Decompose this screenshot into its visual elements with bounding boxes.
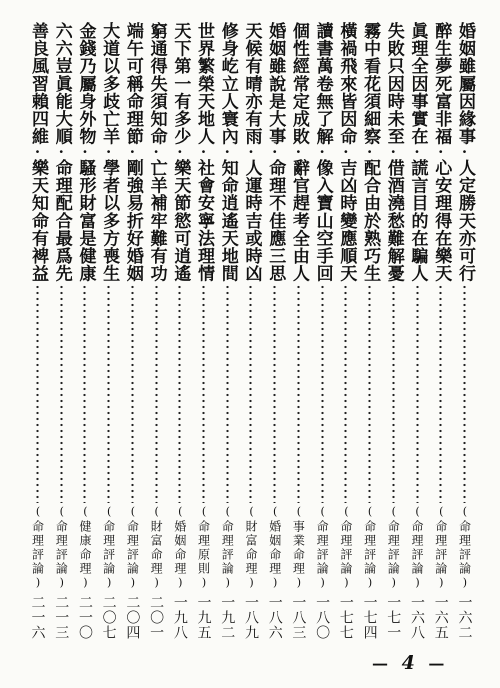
entry-page: 一八三 — [290, 595, 307, 640]
toc-entry — [52, 22, 71, 640]
footer-dash-right: — — [428, 654, 449, 673]
entry-continuation: 人運時吉或時凶 — [241, 159, 262, 283]
open-paren: ( — [244, 505, 258, 520]
entry-continuation: 知命逍遙天地間 — [217, 159, 238, 283]
entry-title: 婚姻雖說是大事 — [265, 22, 286, 146]
entry-page: 二一三 — [53, 595, 70, 640]
open-paren: ( — [363, 505, 377, 520]
entry-page: 一六五 — [432, 595, 449, 640]
entry-page: 一六八 — [409, 595, 425, 640]
open-paren: ( — [102, 505, 116, 520]
entry-title: 端午可稱命理節 — [122, 22, 143, 146]
entry-continuation: 命理配合最爲先 — [51, 159, 72, 283]
close-paren: ) — [78, 576, 92, 591]
close-paren: ) — [268, 576, 282, 591]
table-of-contents — [28, 22, 474, 640]
open-paren: ( — [434, 505, 448, 520]
entry-separator: · — [58, 143, 64, 162]
entry-category — [267, 505, 283, 591]
open-paren: ( — [173, 505, 187, 520]
entry-category — [338, 505, 354, 591]
entry-separator: · — [272, 143, 278, 162]
entry-separator: · — [82, 143, 88, 162]
page-number-value: 4 — [401, 652, 419, 674]
toc-entry — [170, 22, 189, 640]
entry-category-label: 命理評論 — [338, 520, 353, 576]
leader-dots — [155, 284, 158, 503]
entry-continuation: 人定勝天亦可行 — [454, 159, 475, 283]
entry-category — [314, 505, 330, 591]
entry-category-label: 命理評論 — [315, 520, 330, 576]
close-paren: ) — [244, 576, 258, 591]
entry-page: 一八六 — [266, 595, 283, 640]
close-paren: ) — [387, 576, 401, 591]
open-paren: ( — [339, 505, 353, 520]
toc-entry — [431, 22, 450, 640]
entry-category — [433, 505, 449, 591]
leader-dots — [107, 284, 110, 503]
entry-category — [196, 505, 212, 591]
entry-category-label: 命理評論 — [386, 520, 401, 576]
entry-page: 一七七 — [337, 595, 354, 640]
entry-category-label: 命理評論 — [433, 520, 448, 576]
entry-separator: · — [319, 143, 325, 162]
toc-entry — [241, 22, 260, 640]
entry-separator: · — [34, 143, 41, 162]
close-paren: ) — [173, 576, 187, 591]
entry-separator: · — [153, 143, 159, 162]
entry-page: 二〇四 — [124, 595, 141, 640]
entry-title: 眞理全因事實在 — [407, 22, 428, 146]
entry-separator: · — [390, 143, 396, 162]
entry-category — [362, 505, 378, 591]
entry-separator: · — [129, 143, 135, 162]
leader-dots — [226, 284, 229, 503]
entry-continuation: 命理不佳應三思 — [265, 159, 286, 283]
entry-separator: · — [366, 143, 373, 162]
entry-category-label: 財富命理 — [243, 520, 258, 576]
entry-category — [456, 505, 472, 591]
entry-separator: · — [343, 143, 349, 162]
entry-continuation: 社會安寧法理情 — [194, 159, 215, 283]
leader-dots — [249, 284, 252, 503]
open-paren: ( — [458, 505, 472, 520]
entry-continuation: 配合由於熟巧生 — [360, 159, 381, 283]
leader-dots — [439, 284, 442, 503]
entry-category-label: 健康命理 — [77, 520, 92, 576]
entry-page: 一九二 — [219, 595, 236, 640]
entry-continuation: 吉凶時變應順天 — [336, 159, 357, 283]
close-paren: ) — [411, 576, 424, 591]
entry-continuation: 心安理得在樂天 — [431, 159, 452, 283]
leader-dots — [83, 284, 86, 503]
toc-entry — [455, 22, 474, 640]
toc-entry — [99, 22, 118, 640]
open-paren: ( — [126, 505, 140, 520]
open-paren: ( — [31, 505, 45, 520]
entry-category-label: 命理評論 — [125, 520, 140, 576]
entry-continuation: 樂天知命有裨益 — [28, 159, 48, 283]
close-paren: ) — [316, 576, 330, 591]
entry-category-label: 命理評論 — [54, 520, 69, 576]
leader-dots — [273, 284, 276, 503]
open-paren: ( — [78, 505, 92, 520]
leader-dots — [60, 284, 63, 503]
entry-title: 世界繁榮天地人 — [194, 22, 215, 146]
entry-category — [243, 505, 259, 591]
entry-title: 天候有晴亦有雨 — [241, 22, 262, 146]
entry-category — [148, 505, 164, 591]
entry-category-label: 財富命理 — [149, 520, 164, 576]
entry-category — [385, 505, 401, 591]
entry-title: 橫禍飛來皆因命 — [336, 22, 357, 146]
entry-category — [172, 505, 188, 591]
toc-entry — [147, 22, 166, 640]
leader-dots — [202, 284, 205, 503]
leader-dots — [321, 284, 324, 503]
toc-entry — [75, 22, 94, 640]
close-paren: ) — [197, 576, 211, 591]
leader-dots — [178, 284, 181, 503]
entry-category-label: 事業命理 — [291, 520, 306, 576]
entry-continuation: 借酒澆愁難解憂 — [383, 159, 404, 283]
close-paren: ) — [102, 576, 116, 591]
entry-page: 一八〇 — [314, 595, 331, 640]
leader-dots — [131, 284, 134, 503]
toc-entry — [123, 22, 142, 640]
leader-dots — [36, 284, 39, 503]
entry-page: 一八九 — [242, 595, 259, 640]
entry-category — [219, 505, 235, 591]
close-paren: ) — [221, 576, 235, 591]
entry-page: 一六二 — [456, 595, 473, 640]
page-number — [372, 652, 448, 674]
entry-category — [124, 505, 140, 591]
entry-title: 天下第一有多少 — [170, 22, 191, 146]
entry-continuation: 學者以多方喪生 — [99, 159, 120, 283]
close-paren: ) — [339, 576, 353, 591]
open-paren: ( — [197, 505, 211, 520]
close-paren: ) — [434, 576, 448, 591]
entry-title: 失敗只因時未至 — [383, 22, 404, 146]
entry-category-label: 命理評論 — [410, 520, 424, 576]
toc-entry — [218, 22, 237, 640]
entry-page: 一九八 — [171, 595, 188, 640]
close-paren: ) — [458, 576, 472, 591]
entry-page: 二〇七 — [100, 595, 117, 640]
entry-category — [53, 505, 69, 591]
open-paren: ( — [387, 505, 401, 520]
entry-title: 修身屹立人寰內 — [217, 22, 238, 146]
entry-continuation: 像入寶山空手回 — [312, 159, 333, 283]
entry-separator: · — [438, 143, 444, 162]
leader-dots — [297, 284, 300, 503]
entry-continuation: 亡羊補牢難有功 — [146, 159, 167, 283]
open-paren: ( — [268, 505, 282, 520]
entry-category-label: 命理評論 — [457, 520, 472, 576]
entry-category-label: 婚姻命理 — [267, 520, 282, 576]
entry-separator: · — [248, 143, 254, 162]
entry-title: 大道以多歧亡羊 — [99, 22, 120, 146]
entry-page: 一九五 — [195, 595, 212, 640]
close-paren: ) — [31, 576, 45, 591]
entry-category — [77, 505, 93, 591]
toc-entry — [384, 22, 403, 640]
leader-dots — [392, 284, 395, 503]
entry-category-label: 命理評論 — [101, 520, 116, 576]
toc-entry — [265, 22, 284, 640]
open-paren: ( — [316, 505, 330, 520]
entry-separator: · — [106, 143, 112, 162]
toc-entry — [289, 22, 308, 640]
close-paren: ) — [363, 576, 377, 591]
entry-category — [101, 505, 117, 591]
entry-title: 善良風習賴四維 — [28, 22, 48, 146]
leader-dots — [368, 284, 371, 503]
open-paren: ( — [411, 505, 424, 520]
entry-category-label: 命理原則 — [196, 520, 211, 576]
toc-entry — [408, 22, 427, 640]
entry-separator: · — [461, 143, 468, 162]
entry-separator: · — [224, 143, 230, 162]
open-paren: ( — [221, 505, 235, 520]
entry-page: 二〇一 — [148, 595, 165, 640]
open-paren: ( — [150, 505, 164, 520]
toc-entry — [194, 22, 213, 640]
entry-page: 一七一 — [385, 595, 402, 640]
entry-separator: · — [295, 143, 302, 162]
entry-title: 窮通得失須知命 — [146, 22, 167, 146]
open-paren: ( — [55, 505, 69, 520]
entry-continuation: 辭官趕考全由人 — [288, 159, 309, 283]
entry-continuation: 謊言目的在騙人 — [407, 159, 428, 283]
leader-dots — [416, 284, 419, 503]
leader-dots — [463, 284, 466, 503]
entry-category-label: 命理評論 — [220, 520, 235, 576]
entry-title: 婚姻雖屬因緣事 — [454, 22, 475, 146]
entry-page: 二一六 — [29, 595, 46, 640]
entry-category-label: 婚姻命理 — [172, 520, 187, 576]
close-paren: ) — [126, 576, 140, 591]
entry-category-label: 命理評論 — [362, 520, 377, 576]
entry-category — [30, 505, 46, 591]
entry-category-label: 命理評論 — [30, 520, 45, 576]
entry-continuation: 樂天節慾可逍遙 — [170, 159, 191, 283]
footer-dash-left: — — [372, 654, 392, 673]
entry-title: 金錢乃屬身外物 — [75, 22, 96, 146]
close-paren: ) — [55, 576, 69, 591]
entry-category — [409, 505, 425, 591]
entry-page: 一七四 — [361, 595, 378, 640]
toc-entry — [360, 22, 379, 640]
close-paren: ) — [150, 576, 164, 591]
entry-separator: · — [177, 143, 183, 162]
entry-continuation: 剛強易折好婚姻 — [122, 159, 143, 283]
entry-category — [290, 505, 306, 591]
toc-entry — [28, 22, 47, 640]
toc-entry — [313, 22, 332, 640]
open-paren: ( — [292, 505, 306, 520]
entry-page: 二一〇 — [76, 595, 93, 640]
entry-title: 六六豈眞能大順 — [51, 22, 72, 146]
entry-title: 讀書萬卷無了解 — [312, 22, 333, 146]
entry-title: 醉生夢死富非福 — [431, 22, 452, 146]
entry-continuation: 騷形財富是健康 — [75, 159, 96, 283]
leader-dots — [344, 284, 347, 503]
close-paren: ) — [292, 576, 306, 591]
entry-separator: · — [414, 143, 420, 162]
entry-separator: · — [200, 143, 207, 162]
entry-title: 霧中看花須細察 — [360, 22, 381, 146]
toc-entry — [336, 22, 355, 640]
entry-title: 個性經常定成敗 — [288, 22, 309, 146]
